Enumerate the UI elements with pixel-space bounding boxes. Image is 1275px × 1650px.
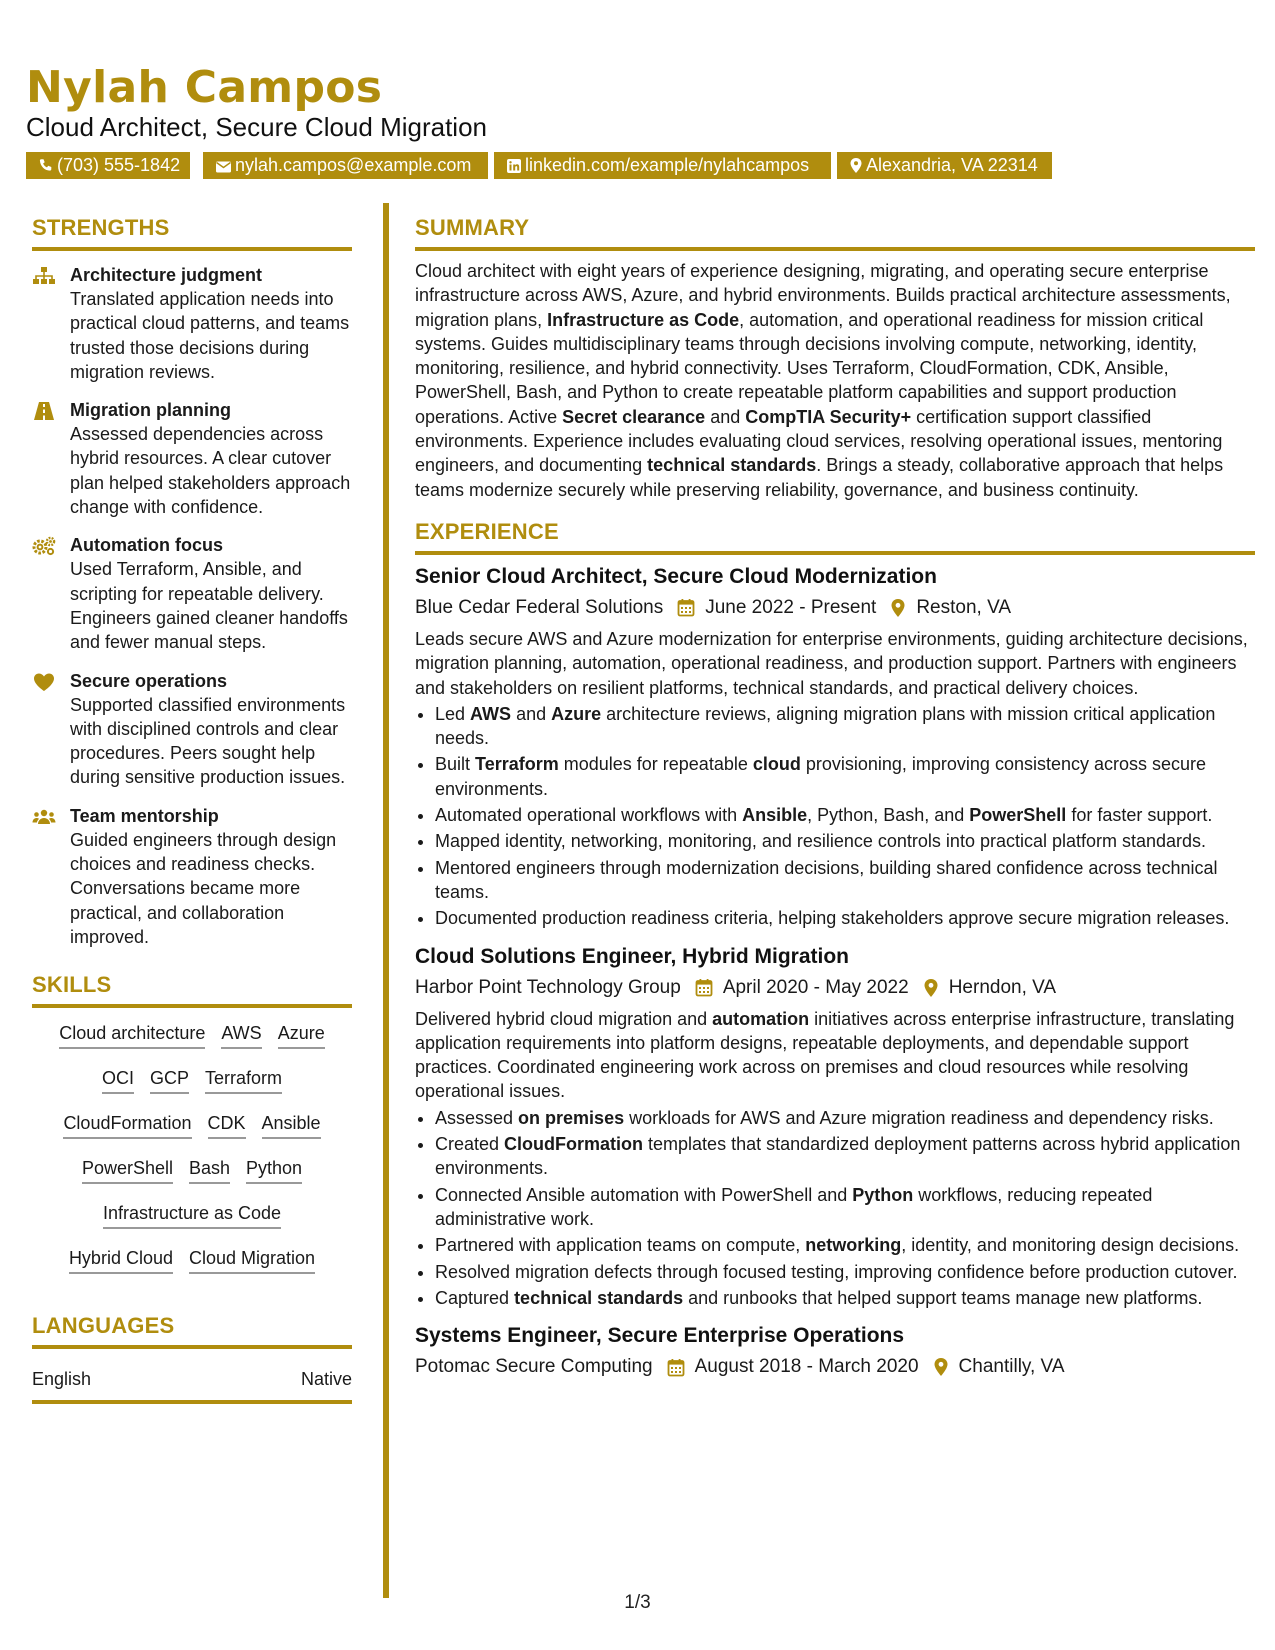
text-run: Captured — [435, 1287, 515, 1308]
bold-text: on premises — [518, 1107, 625, 1128]
text-run: and runbooks that helped support teams manage new platforms. — [683, 1287, 1203, 1308]
experience-list — [415, 563, 1255, 1382]
phone-icon — [38, 158, 54, 174]
job-dates: August 2018 - March 2020 — [694, 1356, 919, 1378]
location-text: Alexandria, VA 22314 — [866, 155, 1038, 175]
text-run: modules for repeatable — [558, 754, 753, 775]
column-divider — [383, 203, 389, 1598]
bold-text: cloud — [752, 754, 801, 775]
job-bullets — [415, 1106, 1255, 1310]
skill-tag: Hybrid Cloud — [69, 1245, 173, 1274]
location-chip — [837, 152, 1052, 179]
text-run: . Brings a steady, collaborative approach that helps teams modernize securely while preserving reliability, governance, and business continuity. — [415, 455, 1224, 500]
strength-desc: Supported classified environments with disciplined controls and clear procedures. Peers sought help during sensitive production issues. — [70, 694, 346, 788]
strength-desc: Translated application needs into practical cloud patterns, and teams trusted those decisions during migration reviews. — [70, 289, 350, 382]
bold-text: automation — [712, 1008, 810, 1029]
skill-tag: Cloud architecture — [59, 1020, 205, 1049]
strength-title: Secure operations — [70, 670, 228, 691]
bullet-item — [435, 1106, 1255, 1130]
gears-icon — [32, 536, 56, 556]
strength-desc: Used Terraform, Ansible, and scripting for repeatable delivery. Engineers gained cleaner handoffs and fewer manual steps. — [70, 559, 348, 653]
strength-title: Team mentorship — [70, 805, 219, 826]
calendar-icon — [695, 978, 713, 997]
skill-tag: Cloud Migration — [189, 1245, 315, 1274]
job-company: Harbor Point Technology Group — [415, 976, 681, 998]
language-item — [32, 1369, 352, 1404]
left-column — [32, 214, 352, 1404]
strength-item — [32, 263, 352, 384]
text-run: , Python, Bash, and — [807, 805, 970, 826]
strength-title: Architecture judgment — [70, 265, 263, 285]
bullet-item — [435, 803, 1255, 827]
right-column — [415, 214, 1255, 1386]
bullet-item — [435, 1183, 1255, 1232]
skill-tag: Bash — [189, 1155, 230, 1184]
bold-text: CompTIA Security+ — [745, 406, 912, 427]
strength-title: Automation focus — [70, 535, 223, 556]
map-pin-icon — [890, 598, 906, 618]
text-run: workflows, reducing repeated administrative work. — [435, 1184, 1153, 1229]
calendar-icon — [677, 598, 695, 617]
bold-text: Azure — [551, 703, 602, 724]
text-run: provisioning, improving consistency across secure environments. — [435, 754, 1207, 799]
text-run: Created — [435, 1134, 505, 1155]
text-run: initiatives across enterprise infrastructure, translating application requirements into platform designs, repeatable deployments, and dependable support practices. Coordinated engineering work across on premises and cloud resources while resolving operational issues. — [415, 1008, 1235, 1102]
users-icon — [32, 807, 56, 827]
bold-text: Python — [852, 1184, 914, 1205]
text-run: Delivered hybrid cloud migration and — [415, 1008, 713, 1029]
skill-tag: Infrastructure as Code — [103, 1200, 281, 1229]
sitemap-icon — [32, 266, 56, 286]
text-run: Resolved migration defects through focused testing, improving confidence before production cutover. — [435, 1261, 1238, 1282]
skill-tag: CloudFormation — [63, 1110, 191, 1139]
strength-item — [32, 533, 352, 654]
text-run: architecture reviews, aligning migration plans with mission critical application needs. — [435, 703, 1216, 749]
skill-tag: PowerShell — [82, 1155, 173, 1184]
text-run: Mapped identity, networking, monitoring, and resilience controls into practical platform standards. — [435, 831, 1207, 852]
language-name: English — [32, 1369, 92, 1390]
page-number: 1/3 — [624, 1592, 651, 1613]
bold-text: Ansible — [742, 805, 808, 826]
text-run: Automated operational workflows with — [435, 805, 743, 826]
job-description — [415, 1007, 1255, 1104]
text-run: for faster support. — [1066, 805, 1213, 826]
skills-list — [32, 1020, 352, 1290]
skill-row — [32, 1200, 352, 1245]
text-run: Built — [435, 754, 476, 775]
skill-tag: Ansible — [262, 1110, 321, 1139]
job-meta — [415, 593, 1255, 623]
phone-text: (703) 555-1842 — [57, 155, 181, 175]
bullet-item — [435, 1132, 1255, 1181]
languages-heading: LANGUAGES — [32, 1312, 352, 1349]
job-meta — [415, 1352, 1255, 1382]
bold-text: AWS — [470, 703, 512, 724]
job-location: Herndon, VA — [948, 976, 1057, 998]
linkedin-icon — [506, 158, 522, 174]
email-chip — [203, 152, 488, 179]
text-run: , identity, and monitoring design decisions. — [901, 1235, 1240, 1256]
skill-row — [32, 1065, 352, 1110]
skill-tag: Terraform — [205, 1065, 282, 1094]
job-dates: April 2020 - May 2022 — [722, 976, 909, 998]
text-run: Partnered with application teams on compute, — [435, 1235, 806, 1256]
job-location: Chantilly, VA — [958, 1356, 1065, 1378]
bold-text: technical standards — [647, 455, 817, 476]
job-entry — [415, 943, 1255, 1311]
strengths-heading: STRENGTHS — [32, 214, 352, 251]
bullet-item — [435, 856, 1255, 905]
skill-tag: AWS — [221, 1020, 261, 1049]
experience-heading: EXPERIENCE — [415, 518, 1255, 555]
skill-tag: Python — [246, 1155, 302, 1184]
strength-desc: Guided engineers through design choices and readiness checks. Conversations became more practical, and collaboration improved. — [70, 829, 337, 947]
bullet-item — [435, 829, 1255, 853]
summary-text — [415, 259, 1255, 502]
bullet-item — [435, 1233, 1255, 1257]
skill-row — [32, 1245, 352, 1290]
job-title: Senior Cloud Architect, Secure Cloud Modernization — [415, 564, 937, 588]
job-company: Blue Cedar Federal Solutions — [415, 596, 664, 618]
skill-tag: OCI — [102, 1065, 134, 1094]
bullet-item — [435, 1260, 1255, 1284]
envelope-icon — [215, 160, 232, 174]
bullet-item — [435, 906, 1255, 930]
skills-heading: SKILLS — [32, 971, 352, 1008]
job-title: Cloud Solutions Engineer, Hybrid Migration — [415, 944, 850, 968]
bold-text: Secret clearance — [562, 406, 706, 427]
job-meta — [415, 973, 1255, 1003]
strength-item — [32, 398, 352, 519]
candidate-name: Nylah Campos — [26, 62, 383, 113]
job-title: Systems Engineer, Secure Enterprise Operations — [415, 1324, 905, 1348]
text-run: workloads for AWS and Azure migration readiness and dependency risks. — [624, 1107, 1214, 1128]
job-bullets — [415, 702, 1255, 931]
text-run: templates that standardized deployment patterns across hybrid application environments. — [435, 1134, 1241, 1179]
strength-item — [32, 804, 352, 949]
road-icon — [32, 401, 56, 421]
strengths-list — [32, 263, 352, 949]
candidate-title: Cloud Architect, Secure Cloud Migration — [26, 112, 488, 142]
map-pin-icon — [933, 1357, 949, 1377]
skill-row — [32, 1110, 352, 1155]
job-company: Potomac Secure Computing — [415, 1356, 653, 1378]
strength-title: Migration planning — [70, 400, 231, 421]
bold-text: CloudFormation — [504, 1134, 644, 1155]
skill-row — [32, 1020, 352, 1065]
text-run: Cloud architect with eight years of experience designing, migrating, and operating secure enterprise infrastructure across AWS, Azure, and hybrid environments. Builds practical architecture assessments, migration plans, — [415, 261, 1231, 330]
job-location: Reston, VA — [916, 596, 1012, 618]
heart-icon — [32, 672, 56, 692]
job-entry — [415, 563, 1255, 931]
job-dates: June 2022 - Present — [705, 596, 877, 618]
calendar-icon — [667, 1358, 685, 1377]
text-run: Leads secure AWS and Azure modernization for enterprise environments, guiding architecture decisions, migration planning, automation, operational readiness, and production support. Partners with engineers and stakeholders on resilient platforms, technical standards, and practical delivery choices. — [415, 628, 1248, 698]
text-run: Connected Ansible automation with PowerShell and — [435, 1184, 853, 1205]
summary-heading: SUMMARY — [415, 214, 1255, 251]
bullet-item — [435, 752, 1255, 801]
skill-tag: CDK — [208, 1110, 246, 1139]
bold-text: technical standards — [514, 1287, 684, 1308]
map-pin-icon — [849, 157, 863, 174]
language-level: Native — [300, 1369, 352, 1390]
linkedin-chip — [494, 152, 831, 179]
bold-text: networking — [805, 1235, 902, 1256]
bold-text: Terraform — [475, 754, 559, 775]
text-run: certification support classified environments. Experience includes evaluating cloud services, resolving operational issues, mentoring engineers, and documenting — [415, 406, 1223, 476]
text-run: Mentored engineers through modernization decisions, building shared confidence across technical teams. — [435, 857, 1218, 902]
linkedin-text: linkedin.com/example/nylahcampos — [525, 155, 810, 175]
email-text: nylah.campos@example.com — [235, 155, 472, 175]
skill-tag: Azure — [278, 1020, 325, 1049]
job-description — [415, 627, 1255, 700]
text-run: Documented production readiness criteria, helping stakeholders approve secure migration releases. — [435, 908, 1230, 929]
text-run: Led — [435, 703, 471, 724]
text-run: and — [511, 703, 552, 724]
bold-text: PowerShell — [969, 805, 1067, 826]
bullet-item — [435, 702, 1255, 751]
phone-chip — [26, 152, 190, 179]
bullet-item — [435, 1286, 1255, 1310]
job-entry — [415, 1322, 1255, 1382]
text-run: , automation, and operational readiness for mission critical systems. Guides multidisciplinary teams through decisions involving compute, networking, identity, monitoring, resilience, and hybrid connectivity. Uses Terraform, CloudFormation, CDK, Ansible, PowerShell, Bash, and Python to create repeatable platform capabilities and support production operations. Active — [415, 309, 1204, 427]
text-run: Assessed — [435, 1107, 519, 1128]
map-pin-icon — [923, 978, 939, 998]
strength-desc: Assessed dependencies across hybrid resources. A clear cutover plan helped stakeholders approach change with confidence. — [70, 424, 351, 518]
text-run: and — [705, 406, 746, 427]
skill-row — [32, 1155, 352, 1200]
strength-item — [32, 669, 352, 790]
skill-tag: GCP — [150, 1065, 189, 1094]
bold-text: Infrastructure as Code — [547, 309, 740, 330]
